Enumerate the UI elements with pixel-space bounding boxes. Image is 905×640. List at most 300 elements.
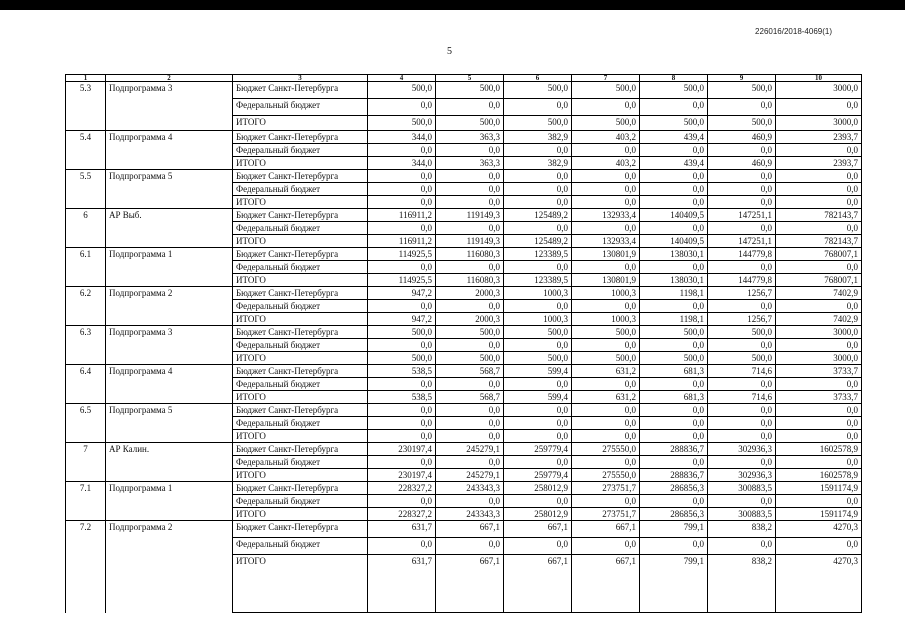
value-cell: 3000,0	[776, 82, 862, 99]
value-cell: 258012,9	[504, 508, 572, 521]
value-cell: 0,0	[436, 183, 504, 196]
value-cell: 403,2	[572, 131, 640, 144]
value-cell: 0,0	[504, 495, 572, 508]
value-cell: 300883,5	[708, 482, 776, 495]
row-name: Подпрограмма 5	[106, 404, 233, 443]
row-code: 6.3	[66, 326, 106, 365]
value-cell: 0,0	[640, 170, 708, 183]
value-cell: 0,0	[708, 196, 776, 209]
value-cell: 403,2	[572, 157, 640, 170]
value-cell: 228327,2	[368, 482, 436, 495]
value-cell: 0,0	[572, 404, 640, 417]
value-cell: 0,0	[640, 378, 708, 391]
row-name: Подпрограмма 1	[106, 482, 233, 521]
value-cell: 1000,3	[504, 313, 572, 326]
table-row	[66, 82, 862, 99]
value-cell: 0,0	[640, 417, 708, 430]
funding-source: Федеральный бюджет	[233, 378, 368, 391]
value-cell: 0,0	[504, 456, 572, 469]
value-cell: 0,0	[368, 261, 436, 274]
funding-source: Федеральный бюджет	[233, 144, 368, 157]
value-cell: 500,0	[504, 82, 572, 99]
value-cell: 125489,2	[504, 209, 572, 222]
value-cell: 947,2	[368, 313, 436, 326]
value-cell: 138030,1	[640, 274, 708, 287]
value-cell: 0,0	[708, 339, 776, 352]
funding-source: ИТОГО	[233, 235, 368, 248]
value-cell: 0,0	[504, 430, 572, 443]
value-cell: 500,0	[504, 116, 572, 131]
value-cell: 147251,1	[708, 209, 776, 222]
value-cell: 500,0	[436, 326, 504, 339]
column-header: 1	[66, 75, 106, 82]
value-cell: 0,0	[708, 183, 776, 196]
value-cell: 0,0	[436, 378, 504, 391]
value-cell: 0,0	[368, 404, 436, 417]
value-cell: 799,1	[640, 555, 708, 613]
table-row	[66, 326, 862, 339]
table-row	[66, 365, 862, 378]
value-cell: 119149,3	[436, 209, 504, 222]
value-cell: 500,0	[640, 82, 708, 99]
value-cell: 0,0	[776, 456, 862, 469]
value-cell: 0,0	[436, 196, 504, 209]
value-cell: 0,0	[504, 261, 572, 274]
funding-source: Бюджет Санкт-Петербурга	[233, 365, 368, 378]
value-cell: 123389,5	[504, 274, 572, 287]
table-row	[66, 209, 862, 222]
value-cell: 0,0	[572, 170, 640, 183]
value-cell: 344,0	[368, 131, 436, 144]
value-cell: 1000,3	[572, 287, 640, 300]
funding-source: Федеральный бюджет	[233, 538, 368, 555]
value-cell: 1000,3	[504, 287, 572, 300]
table-body	[66, 75, 862, 613]
row-code: 5.4	[66, 131, 106, 170]
value-cell: 0,0	[708, 538, 776, 555]
funding-source: Федеральный бюджет	[233, 456, 368, 469]
value-cell: 7402,9	[776, 313, 862, 326]
value-cell: 243343,3	[436, 482, 504, 495]
value-cell: 500,0	[368, 326, 436, 339]
value-cell: 0,0	[776, 430, 862, 443]
value-cell: 0,0	[572, 261, 640, 274]
value-cell: 500,0	[504, 326, 572, 339]
value-cell: 0,0	[504, 99, 572, 116]
value-cell: 0,0	[368, 222, 436, 235]
value-cell: 0,0	[776, 261, 862, 274]
value-cell: 147251,1	[708, 235, 776, 248]
value-cell: 243343,3	[436, 508, 504, 521]
value-cell: 0,0	[708, 378, 776, 391]
value-cell: 0,0	[436, 417, 504, 430]
column-header: 3	[233, 75, 368, 82]
value-cell: 500,0	[436, 82, 504, 99]
value-cell: 500,0	[436, 116, 504, 131]
value-cell: 0,0	[436, 222, 504, 235]
value-cell: 116911,2	[368, 235, 436, 248]
funding-source: Федеральный бюджет	[233, 99, 368, 116]
table-row	[66, 170, 862, 183]
value-cell: 7402,9	[776, 287, 862, 300]
column-header: 7	[572, 75, 640, 82]
column-header: 8	[640, 75, 708, 82]
row-code: 6.1	[66, 248, 106, 287]
value-cell: 0,0	[368, 378, 436, 391]
value-cell: 0,0	[368, 495, 436, 508]
value-cell: 500,0	[436, 352, 504, 365]
value-cell: 0,0	[708, 430, 776, 443]
value-cell: 0,0	[504, 170, 572, 183]
row-code: 6	[66, 209, 106, 248]
value-cell: 0,0	[776, 196, 862, 209]
value-cell: 4270,3	[776, 521, 862, 538]
value-cell: 0,0	[436, 456, 504, 469]
value-cell: 782143,7	[776, 209, 862, 222]
value-cell: 0,0	[504, 404, 572, 417]
value-cell: 0,0	[640, 144, 708, 157]
value-cell: 275550,0	[572, 469, 640, 482]
value-cell: 500,0	[368, 352, 436, 365]
value-cell: 568,7	[436, 365, 504, 378]
value-cell: 0,0	[572, 538, 640, 555]
value-cell: 0,0	[572, 430, 640, 443]
value-cell: 3000,0	[776, 352, 862, 365]
value-cell: 568,7	[436, 391, 504, 404]
value-cell: 667,1	[572, 555, 640, 613]
value-cell: 631,2	[572, 365, 640, 378]
value-cell: 245279,1	[436, 443, 504, 456]
value-cell: 0,0	[708, 261, 776, 274]
value-cell: 0,0	[776, 144, 862, 157]
funding-source: Федеральный бюджет	[233, 339, 368, 352]
value-cell: 132933,4	[572, 235, 640, 248]
funding-source: ИТОГО	[233, 352, 368, 365]
value-cell: 0,0	[708, 144, 776, 157]
funding-source: Бюджет Санкт-Петербурга	[233, 131, 368, 144]
value-cell: 0,0	[368, 170, 436, 183]
value-cell: 0,0	[504, 196, 572, 209]
value-cell: 0,0	[708, 417, 776, 430]
value-cell: 1602578,9	[776, 469, 862, 482]
value-cell: 0,0	[436, 495, 504, 508]
value-cell: 0,0	[776, 222, 862, 235]
column-header: 4	[368, 75, 436, 82]
table-row	[66, 287, 862, 300]
funding-source: ИТОГО	[233, 274, 368, 287]
value-cell: 114925,5	[368, 248, 436, 261]
value-cell: 500,0	[572, 82, 640, 99]
value-cell: 0,0	[708, 170, 776, 183]
value-cell: 0,0	[640, 222, 708, 235]
value-cell: 0,0	[368, 430, 436, 443]
funding-source: ИТОГО	[233, 157, 368, 170]
value-cell: 714,6	[708, 391, 776, 404]
value-cell: 230197,4	[368, 443, 436, 456]
value-cell: 782143,7	[776, 235, 862, 248]
value-cell: 1591174,9	[776, 482, 862, 495]
table-row	[66, 404, 862, 417]
value-cell: 500,0	[368, 116, 436, 131]
value-cell: 0,0	[504, 222, 572, 235]
row-name: Подпрограмма 4	[106, 365, 233, 404]
value-cell: 947,2	[368, 287, 436, 300]
funding-source: Бюджет Санкт-Петербурга	[233, 443, 368, 456]
value-cell: 768007,1	[776, 274, 862, 287]
value-cell: 0,0	[708, 99, 776, 116]
table-row	[66, 131, 862, 144]
value-cell: 119149,3	[436, 235, 504, 248]
funding-source: Федеральный бюджет	[233, 261, 368, 274]
value-cell: 0,0	[776, 417, 862, 430]
funding-source: Бюджет Санкт-Петербурга	[233, 82, 368, 99]
table-row	[66, 482, 862, 495]
value-cell: 768007,1	[776, 248, 862, 261]
value-cell: 0,0	[708, 495, 776, 508]
value-cell: 140409,5	[640, 209, 708, 222]
funding-source: Федеральный бюджет	[233, 300, 368, 313]
value-cell: 0,0	[436, 144, 504, 157]
value-cell: 538,5	[368, 365, 436, 378]
value-cell: 460,9	[708, 131, 776, 144]
value-cell: 4270,3	[776, 555, 862, 613]
funding-source: Федеральный бюджет	[233, 495, 368, 508]
value-cell: 0,0	[368, 183, 436, 196]
value-cell: 460,9	[708, 157, 776, 170]
value-cell: 2393,7	[776, 131, 862, 144]
value-cell: 599,4	[504, 365, 572, 378]
value-cell: 1256,7	[708, 287, 776, 300]
value-cell: 0,0	[572, 183, 640, 196]
value-cell: 116080,3	[436, 274, 504, 287]
value-cell: 288836,7	[640, 469, 708, 482]
row-name: Подпрограмма 2	[106, 287, 233, 326]
value-cell: 288836,7	[640, 443, 708, 456]
value-cell: 0,0	[776, 339, 862, 352]
row-code: 7.2	[66, 521, 106, 613]
value-cell: 0,0	[640, 300, 708, 313]
value-cell: 132933,4	[572, 209, 640, 222]
value-cell: 3733,7	[776, 365, 862, 378]
value-cell: 0,0	[368, 456, 436, 469]
funding-source: ИТОГО	[233, 313, 368, 326]
table-row	[66, 521, 862, 538]
row-name: Подпрограмма 3	[106, 326, 233, 365]
funding-source: ИТОГО	[233, 469, 368, 482]
value-cell: 273751,7	[572, 508, 640, 521]
funding-source: Бюджет Санкт-Петербурга	[233, 170, 368, 183]
value-cell: 1602578,9	[776, 443, 862, 456]
value-cell: 0,0	[436, 430, 504, 443]
value-cell: 0,0	[368, 300, 436, 313]
funding-source: ИТОГО	[233, 430, 368, 443]
value-cell: 228327,2	[368, 508, 436, 521]
value-cell: 0,0	[640, 538, 708, 555]
page-number: 5	[447, 46, 452, 57]
row-name: Подпрограмма 5	[106, 170, 233, 209]
value-cell: 302936,3	[708, 443, 776, 456]
row-code: 6.4	[66, 365, 106, 404]
value-cell: 2000,3	[436, 313, 504, 326]
value-cell: 0,0	[776, 538, 862, 555]
value-cell: 0,0	[640, 430, 708, 443]
value-cell: 667,1	[504, 555, 572, 613]
value-cell: 667,1	[436, 521, 504, 538]
table-row	[66, 443, 862, 456]
value-cell: 144779,8	[708, 274, 776, 287]
value-cell: 838,2	[708, 555, 776, 613]
value-cell: 3000,0	[776, 116, 862, 131]
value-cell: 714,6	[708, 365, 776, 378]
value-cell: 500,0	[640, 326, 708, 339]
value-cell: 0,0	[572, 378, 640, 391]
funding-source: Бюджет Санкт-Петербурга	[233, 404, 368, 417]
value-cell: 0,0	[504, 417, 572, 430]
value-cell: 230197,4	[368, 469, 436, 482]
value-cell: 0,0	[504, 300, 572, 313]
value-cell: 0,0	[572, 495, 640, 508]
value-cell: 0,0	[776, 183, 862, 196]
value-cell: 0,0	[436, 99, 504, 116]
value-cell: 681,3	[640, 391, 708, 404]
value-cell: 0,0	[436, 538, 504, 555]
column-header: 10	[776, 75, 862, 82]
row-name: Подпрограмма 4	[106, 131, 233, 170]
value-cell: 631,7	[368, 521, 436, 538]
value-cell: 0,0	[572, 196, 640, 209]
value-cell: 0,0	[572, 99, 640, 116]
value-cell: 0,0	[504, 144, 572, 157]
funding-source: Федеральный бюджет	[233, 417, 368, 430]
value-cell: 116911,2	[368, 209, 436, 222]
value-cell: 838,2	[708, 521, 776, 538]
value-cell: 667,1	[504, 521, 572, 538]
funding-source: Бюджет Санкт-Петербурга	[233, 521, 368, 538]
row-name: Подпрограмма 1	[106, 248, 233, 287]
value-cell: 273751,7	[572, 482, 640, 495]
value-cell: 123389,5	[504, 248, 572, 261]
column-header: 9	[708, 75, 776, 82]
value-cell: 500,0	[708, 326, 776, 339]
funding-source: Бюджет Санкт-Петербурга	[233, 209, 368, 222]
funding-source: ИТОГО	[233, 391, 368, 404]
value-cell: 1591174,9	[776, 508, 862, 521]
value-cell: 286856,3	[640, 482, 708, 495]
row-code: 5.3	[66, 82, 106, 131]
value-cell: 116080,3	[436, 248, 504, 261]
value-cell: 0,0	[776, 378, 862, 391]
value-cell: 0,0	[368, 196, 436, 209]
value-cell: 302936,3	[708, 469, 776, 482]
value-cell: 259779,4	[504, 469, 572, 482]
value-cell: 500,0	[572, 116, 640, 131]
value-cell: 0,0	[640, 99, 708, 116]
value-cell: 0,0	[640, 196, 708, 209]
funding-source: Бюджет Санкт-Петербурга	[233, 287, 368, 300]
row-code: 7	[66, 443, 106, 482]
table-header-row	[66, 75, 862, 82]
column-header: 2	[106, 75, 233, 82]
funding-source: ИТОГО	[233, 508, 368, 521]
value-cell: 3000,0	[776, 326, 862, 339]
value-cell: 599,4	[504, 391, 572, 404]
row-code: 5.5	[66, 170, 106, 209]
column-header: 5	[436, 75, 504, 82]
funding-source: Бюджет Санкт-Петербурга	[233, 248, 368, 261]
funding-source: ИТОГО	[233, 555, 368, 613]
value-cell: 382,9	[504, 131, 572, 144]
value-cell: 0,0	[368, 339, 436, 352]
value-cell: 0,0	[640, 261, 708, 274]
value-cell: 439,4	[640, 131, 708, 144]
value-cell: 2000,3	[436, 287, 504, 300]
value-cell: 130801,9	[572, 248, 640, 261]
value-cell: 0,0	[640, 183, 708, 196]
value-cell: 0,0	[640, 495, 708, 508]
value-cell: 1198,1	[640, 287, 708, 300]
value-cell: 0,0	[368, 99, 436, 116]
row-name: Подпрограмма 3	[106, 82, 233, 131]
value-cell: 681,3	[640, 365, 708, 378]
value-cell: 125489,2	[504, 235, 572, 248]
value-cell: 0,0	[436, 300, 504, 313]
value-cell: 631,2	[572, 391, 640, 404]
funding-source: Бюджет Санкт-Петербурга	[233, 482, 368, 495]
value-cell: 0,0	[504, 538, 572, 555]
value-cell: 0,0	[368, 417, 436, 430]
value-cell: 275550,0	[572, 443, 640, 456]
value-cell: 363,3	[436, 157, 504, 170]
value-cell: 799,1	[640, 521, 708, 538]
value-cell: 500,0	[504, 352, 572, 365]
value-cell: 0,0	[708, 222, 776, 235]
document-id: 226016/2018-4069(1)	[755, 27, 832, 36]
value-cell: 0,0	[640, 404, 708, 417]
value-cell: 0,0	[572, 456, 640, 469]
row-code: 6.5	[66, 404, 106, 443]
funding-source: Бюджет Санкт-Петербурга	[233, 326, 368, 339]
row-name: АР Выб.	[106, 209, 233, 248]
table-row	[66, 248, 862, 261]
value-cell: 0,0	[708, 300, 776, 313]
row-code: 6.2	[66, 287, 106, 326]
value-cell: 3733,7	[776, 391, 862, 404]
value-cell: 0,0	[572, 339, 640, 352]
value-cell: 0,0	[436, 261, 504, 274]
value-cell: 667,1	[572, 521, 640, 538]
value-cell: 500,0	[572, 326, 640, 339]
value-cell: 0,0	[708, 456, 776, 469]
row-name: Подпрограмма 2	[106, 521, 233, 613]
value-cell: 500,0	[640, 116, 708, 131]
value-cell: 439,4	[640, 157, 708, 170]
value-cell: 300883,5	[708, 508, 776, 521]
budget-table	[65, 74, 862, 613]
value-cell: 500,0	[640, 352, 708, 365]
value-cell: 0,0	[776, 300, 862, 313]
funding-source: ИТОГО	[233, 196, 368, 209]
value-cell: 2393,7	[776, 157, 862, 170]
column-header: 6	[504, 75, 572, 82]
value-cell: 0,0	[572, 417, 640, 430]
value-cell: 0,0	[436, 339, 504, 352]
value-cell: 0,0	[572, 300, 640, 313]
value-cell: 0,0	[368, 538, 436, 555]
value-cell: 258012,9	[504, 482, 572, 495]
value-cell: 0,0	[504, 183, 572, 196]
value-cell: 0,0	[640, 339, 708, 352]
value-cell: 500,0	[572, 352, 640, 365]
